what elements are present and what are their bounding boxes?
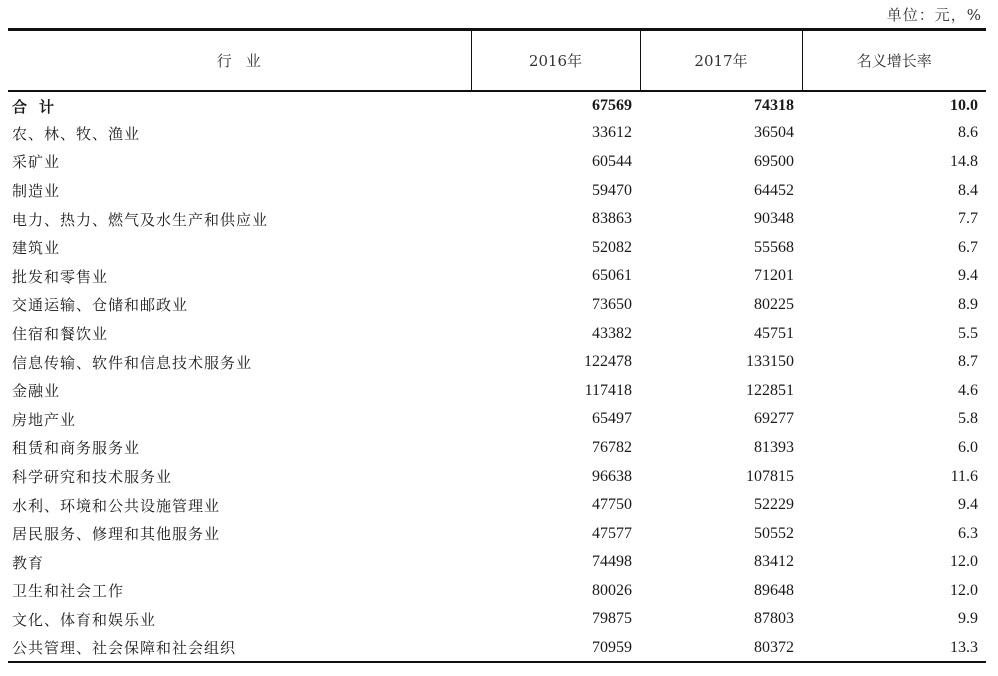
value-2017-cell: 122851	[746, 381, 794, 399]
industry-cell: 合计	[12, 97, 67, 116]
growth-rate-cell: 8.6	[958, 124, 978, 142]
table-row	[8, 519, 986, 548]
value-2017-cell: 133150	[746, 353, 794, 371]
growth-rate-cell: 8.7	[958, 353, 978, 371]
table-row	[8, 262, 986, 291]
value-2016-cell: 60544	[592, 152, 632, 170]
table-row	[8, 548, 986, 577]
growth-rate-cell: 9.4	[958, 496, 978, 514]
growth-rate-cell: 6.3	[958, 524, 978, 542]
industry-cell: 建筑业	[12, 239, 61, 258]
table-row	[8, 577, 986, 606]
value-2016-cell: 70959	[471, 634, 640, 663]
growth-rate-cell: 6.0	[958, 438, 978, 456]
growth-rate-cell: 13.3	[802, 634, 986, 663]
table-row	[8, 434, 986, 463]
growth-rate-cell: 12.0	[950, 553, 978, 571]
industry-cell: 水利、环境和公共设施管理业	[12, 496, 221, 515]
value-2016-cell: 67569	[592, 97, 632, 115]
value-2016-cell: 47750	[592, 496, 632, 514]
value-2017-cell: 87803	[754, 610, 794, 628]
value-2016-cell: 74498	[592, 553, 632, 571]
unit-note: 单位：元，%	[886, 6, 982, 24]
table-row	[8, 376, 986, 405]
growth-rate-cell: 12.0	[950, 581, 978, 599]
value-2016-cell: 122478	[584, 353, 632, 371]
industry-cell: 农、林、牧、渔业	[12, 124, 141, 143]
value-2017-cell: 71201	[754, 267, 794, 285]
industry-cell: 交通运输、仓储和邮政业	[12, 296, 189, 315]
value-2016-cell: 52082	[592, 238, 632, 256]
table-row	[8, 148, 986, 177]
value-2017-cell: 80372	[640, 634, 802, 663]
value-2016-cell: 96638	[592, 467, 632, 485]
value-2017-cell: 36504	[754, 124, 794, 142]
value-2016-cell: 33612	[592, 124, 632, 142]
growth-rate-cell: 7.7	[958, 210, 978, 228]
growth-rate-cell: 11.6	[950, 467, 978, 485]
table-row	[8, 462, 986, 491]
table-row	[8, 319, 986, 348]
growth-rate-cell: 14.8	[950, 152, 978, 170]
value-2016-cell: 83863	[592, 210, 632, 228]
value-2017-cell: 81393	[754, 438, 794, 456]
growth-rate-cell: 9.9	[958, 610, 978, 628]
growth-rate-cell: 10.0	[950, 97, 978, 115]
value-2016-cell: 47577	[592, 524, 632, 542]
industry-cell: 公共管理、社会保障和社会组织	[8, 634, 471, 663]
value-2016-cell: 80026	[592, 581, 632, 599]
industry-cell: 信息传输、软件和信息技术服务业	[12, 353, 253, 372]
table-row	[8, 176, 986, 205]
wage-table	[8, 28, 986, 663]
header-2017: 2017年	[640, 30, 802, 91]
industry-cell: 租赁和商务服务业	[12, 439, 141, 458]
value-2016-cell: 65061	[592, 267, 632, 285]
industry-cell: 电力、热力、燃气及水生产和供应业	[12, 210, 269, 229]
table-body	[8, 91, 986, 663]
industry-cell: 房地产业	[12, 410, 77, 429]
growth-rate-cell: 5.8	[958, 410, 978, 428]
value-2016-cell: 73650	[592, 295, 632, 313]
value-2016-cell: 76782	[592, 438, 632, 456]
growth-rate-cell: 9.4	[958, 267, 978, 285]
value-2017-cell: 50552	[754, 524, 794, 542]
table-row	[8, 405, 986, 434]
value-2016-cell: 65497	[592, 410, 632, 428]
value-2017-cell: 52229	[754, 496, 794, 514]
value-2017-cell: 64452	[754, 181, 794, 199]
table-row	[8, 348, 986, 377]
value-2017-cell: 55568	[754, 238, 794, 256]
total-row	[8, 91, 986, 120]
value-2017-cell: 45751	[754, 324, 794, 342]
value-2017-cell: 89648	[754, 581, 794, 599]
growth-rate-cell: 6.7	[958, 238, 978, 256]
industry-cell: 制造业	[12, 182, 61, 201]
header-2016: 2016年	[471, 30, 640, 91]
industry-cell: 金融业	[12, 382, 61, 401]
industry-cell: 卫生和社会工作	[12, 582, 125, 601]
header-row	[8, 30, 986, 91]
growth-rate-cell: 8.4	[958, 181, 978, 199]
value-2017-cell: 90348	[754, 210, 794, 228]
table-row	[8, 119, 986, 148]
value-2016-cell: 59470	[592, 181, 632, 199]
table-row	[8, 205, 986, 234]
table-row	[8, 634, 986, 663]
industry-cell: 科学研究和技术服务业	[12, 468, 173, 487]
value-2016-cell: 117418	[584, 381, 632, 399]
value-2017-cell: 69500	[754, 152, 794, 170]
growth-rate-cell: 5.5	[958, 324, 978, 342]
table-row	[8, 605, 986, 634]
value-2017-cell: 107815	[746, 467, 794, 485]
value-2016-cell: 43382	[592, 324, 632, 342]
industry-cell: 居民服务、修理和其他服务业	[12, 525, 221, 544]
value-2016-cell: 79875	[592, 610, 632, 628]
industry-cell: 批发和零售业	[12, 267, 109, 286]
growth-rate-cell: 4.6	[958, 381, 978, 399]
value-2017-cell: 83412	[754, 553, 794, 571]
table-row	[8, 291, 986, 320]
header-industry: 行业	[8, 30, 471, 91]
industry-cell: 文化、体育和娱乐业	[12, 610, 157, 629]
value-2017-cell: 80225	[754, 295, 794, 313]
growth-rate-cell: 8.9	[958, 295, 978, 313]
industry-cell: 采矿业	[12, 153, 61, 172]
value-2017-cell: 74318	[754, 97, 794, 115]
header-growth-rate: 名义增长率	[802, 30, 986, 91]
industry-cell: 教育	[12, 553, 45, 572]
industry-cell: 住宿和餐饮业	[12, 325, 109, 344]
table-row	[8, 491, 986, 520]
value-2017-cell: 69277	[754, 410, 794, 428]
table-row	[8, 233, 986, 262]
